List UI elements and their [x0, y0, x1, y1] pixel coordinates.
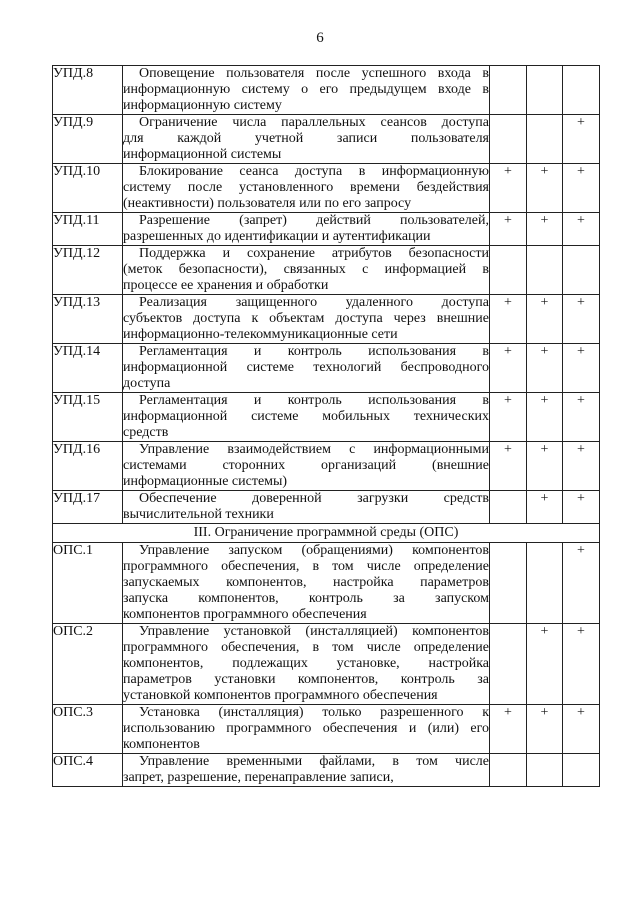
- class-mark-1: +: [490, 164, 527, 213]
- description-line: процессе ее хранения и обработки: [123, 278, 329, 293]
- table-row: [53, 393, 600, 442]
- class-mark-3: +: [563, 442, 600, 491]
- measure-description: [123, 344, 490, 393]
- description-line: Оповещение пользователя после успешного входа в: [139, 66, 489, 81]
- class-mark-2: [527, 115, 563, 164]
- description-line: Управление установкой (инсталляцией) компонентов: [139, 624, 489, 639]
- measure-code: УПД.10: [53, 164, 123, 213]
- class-mark-3: +: [563, 543, 600, 624]
- description-line: компонентов: [123, 737, 200, 752]
- class-mark-2: +: [527, 442, 563, 491]
- description-line: информационную систему о его предыдущем входе в: [123, 82, 489, 97]
- page-number: 6: [316, 30, 324, 46]
- description-line: средств: [123, 425, 169, 440]
- class-mark-1: [490, 624, 527, 705]
- description-line: вычислительной техники: [123, 507, 274, 522]
- table-row: [53, 344, 600, 393]
- description-line: информационные системы): [123, 474, 288, 489]
- description-line: Разрешение (запрет) действий пользователей,: [139, 213, 489, 228]
- description-line: (неактивности) пользователя или по его запросу: [123, 196, 412, 211]
- table-body-section: [53, 524, 600, 543]
- measure-description: [123, 164, 490, 213]
- description-line: Управление взаимодействием с информационными: [139, 442, 489, 457]
- measure-description: [123, 754, 490, 787]
- description-line: Ограничение числа параллельных сеансов доступа: [139, 115, 489, 130]
- class-mark-1: +: [490, 393, 527, 442]
- class-mark-3: +: [563, 115, 600, 164]
- description-line: программного обеспечения, в том числе определение: [123, 640, 489, 655]
- description-line: запускаемых компонентов, настройка параметров: [123, 575, 489, 590]
- description-line: использованию программного обеспечения и (или) его: [123, 721, 489, 736]
- class-mark-2: +: [527, 213, 563, 246]
- table-row: [53, 705, 600, 754]
- class-mark-2: +: [527, 705, 563, 754]
- class-mark-2: +: [527, 164, 563, 213]
- class-mark-3: +: [563, 705, 600, 754]
- class-mark-3: +: [563, 295, 600, 344]
- measure-code: УПД.15: [53, 393, 123, 442]
- description-line: Регламентация и контроль использования в: [139, 393, 489, 408]
- description-line: программного обеспечения, в том числе определение: [123, 559, 489, 574]
- table-row: [53, 164, 600, 213]
- description-line: Блокирование сеанса доступа в информационную: [139, 164, 489, 179]
- description-line: информационную систему: [123, 98, 282, 113]
- measure-code: УПД.14: [53, 344, 123, 393]
- class-mark-2: [527, 246, 563, 295]
- description-line: субъектов доступа к объектам доступа через внешние: [123, 311, 489, 326]
- description-line: компонентов, подлежащих установке, настройка: [123, 656, 489, 671]
- description-line: компонентов программного обеспечения: [123, 607, 367, 622]
- table-row: [53, 295, 600, 344]
- description-line: Установка (инсталляция) только разрешенного к: [139, 705, 489, 720]
- measure-description: [123, 393, 490, 442]
- measure-code: ОПС.1: [53, 543, 123, 624]
- measure-description: [123, 705, 490, 754]
- measure-description: [123, 442, 490, 491]
- measure-code: УПД.9: [53, 115, 123, 164]
- class-mark-3: [563, 246, 600, 295]
- description-line: Обеспечение доверенной загрузки средств: [139, 491, 489, 506]
- measure-description: [123, 543, 490, 624]
- class-mark-1: [490, 491, 527, 524]
- description-line: информационной системе технологий беспроводного: [123, 360, 489, 375]
- description-line: для каждой учетной записи пользователя: [123, 131, 489, 146]
- table-row: [53, 754, 600, 787]
- class-mark-1: +: [490, 213, 527, 246]
- description-line: параметров установки компонентов, контроль за: [123, 672, 489, 687]
- description-line: запуска компонентов, контроль за запуском: [123, 591, 489, 606]
- class-mark-2: +: [527, 295, 563, 344]
- class-mark-1: [490, 543, 527, 624]
- class-mark-2: +: [527, 393, 563, 442]
- description-line: Поддержка и сохранение атрибутов безопасности: [139, 246, 489, 261]
- class-mark-1: [490, 754, 527, 787]
- description-line: системами сторонних организаций (внешние: [123, 458, 489, 473]
- table-row: [53, 66, 600, 115]
- class-mark-3: [563, 754, 600, 787]
- measure-code: УПД.8: [53, 66, 123, 115]
- class-mark-2: [527, 543, 563, 624]
- class-mark-1: [490, 246, 527, 295]
- description-line: Управление запуском (обращениями) компонентов: [139, 543, 489, 558]
- description-line: информационно-телекоммуникационные сети: [123, 327, 398, 342]
- class-mark-1: [490, 115, 527, 164]
- description-line: доступа: [123, 376, 171, 391]
- class-mark-1: +: [490, 344, 527, 393]
- measure-description: [123, 213, 490, 246]
- class-mark-2: [527, 754, 563, 787]
- measure-description: [123, 66, 490, 115]
- class-mark-2: +: [527, 344, 563, 393]
- table-row: [53, 442, 600, 491]
- table-body-ops: [53, 543, 600, 787]
- class-mark-3: +: [563, 164, 600, 213]
- class-mark-3: [563, 66, 600, 115]
- description-line: (меток безопасности), связанных с информацией в: [123, 262, 489, 277]
- table-row: [53, 543, 600, 624]
- class-mark-1: [490, 66, 527, 115]
- measure-code: ОПС.3: [53, 705, 123, 754]
- measure-code: УПД.11: [53, 213, 123, 246]
- measure-code: УПД.13: [53, 295, 123, 344]
- class-mark-3: +: [563, 491, 600, 524]
- class-mark-3: +: [563, 213, 600, 246]
- table-row: [53, 246, 600, 295]
- class-mark-2: [527, 66, 563, 115]
- section-header-row: [53, 524, 600, 543]
- description-line: разрешенных до идентификации и аутентификации: [123, 229, 431, 244]
- description-line: информационной системе мобильных технических: [123, 409, 489, 424]
- class-mark-3: +: [563, 624, 600, 705]
- description-line: Управление временными файлами, в том числе: [139, 754, 489, 769]
- section-title: III. Ограничение программной среды (ОПС): [53, 524, 600, 543]
- table-row: [53, 491, 600, 524]
- measure-description: [123, 246, 490, 295]
- measure-description: [123, 491, 490, 524]
- measure-code: УПД.12: [53, 246, 123, 295]
- table-row: [53, 624, 600, 705]
- measure-description: [123, 624, 490, 705]
- description-line: Регламентация и контроль использования в: [139, 344, 489, 359]
- class-mark-1: +: [490, 442, 527, 491]
- class-mark-2: +: [527, 624, 563, 705]
- class-mark-3: +: [563, 344, 600, 393]
- measure-code: ОПС.2: [53, 624, 123, 705]
- requirements-table: [52, 65, 600, 787]
- measure-code: УПД.16: [53, 442, 123, 491]
- table-row: [53, 213, 600, 246]
- description-line: Реализация защищенного удаленного доступа: [139, 295, 489, 310]
- measure-code: УПД.17: [53, 491, 123, 524]
- description-line: установкой компонентов программного обеспечения: [123, 688, 438, 703]
- measure-description: [123, 115, 490, 164]
- measure-code: ОПС.4: [53, 754, 123, 787]
- class-mark-1: +: [490, 705, 527, 754]
- description-line: систему после установленного времени бездействия: [123, 180, 489, 195]
- description-line: запрет, разрешение, перенаправление записи,: [123, 770, 394, 785]
- table-body-upd: [53, 66, 600, 524]
- class-mark-1: +: [490, 295, 527, 344]
- class-mark-3: +: [563, 393, 600, 442]
- description-line: информационной системы: [123, 147, 282, 162]
- class-mark-2: +: [527, 491, 563, 524]
- measure-description: [123, 295, 490, 344]
- table-row: [53, 115, 600, 164]
